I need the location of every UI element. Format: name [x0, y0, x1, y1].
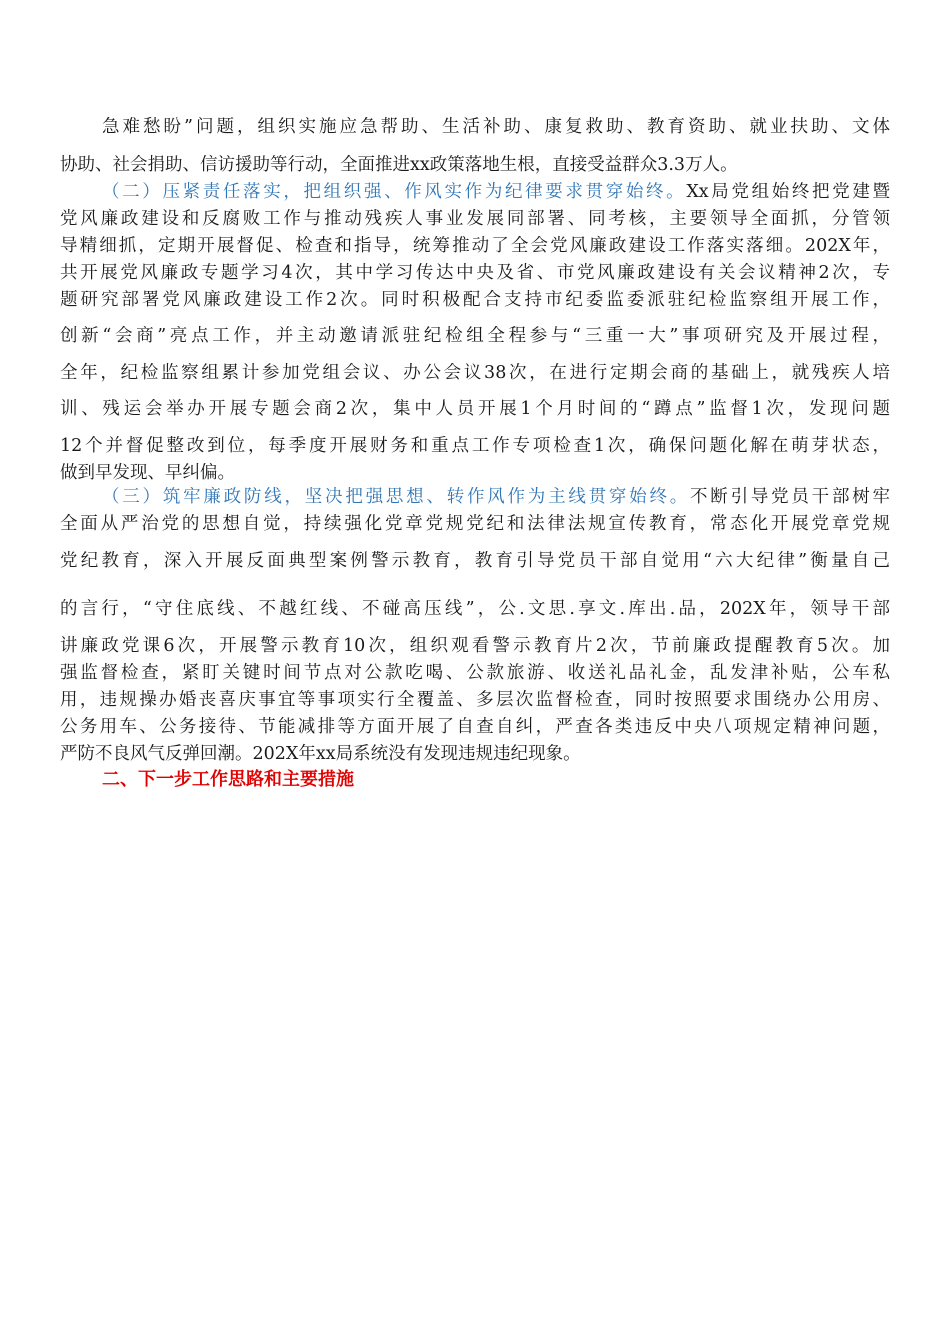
paragraph-line: 用，违规操办婚丧喜庆事宜等事项实行全覆盖、多层次监督检查，同时按照要求围绕办公用房、 [60, 690, 890, 710]
paragraph-line: 党纪教育，深入开展反面典型案例警示教育，教育引导党员干部自觉用“六大纪律”衡量自己 [60, 551, 890, 571]
paragraph-line: 全面从严治党的思想自觉，持续强化党章党规党纪和法律法规宣传教育，常态化开展党章党规 [60, 514, 890, 534]
paragraph-line: 12个并督促整改到位，每季度开展财务和重点工作专项检查1次，确保问题化解在萌芽状态， [60, 436, 890, 456]
paragraph-line: 公务用车、公务接待、节能减排等方面开展了自查自纠，严查各类违反中央八项规定精神问题， [60, 717, 890, 737]
paragraph-line: 讲廉政党课6次，开展警示教育10次，组织观看警示教育片2次，节前廉政提醒教育5次。加 [60, 636, 890, 656]
paragraph-line: 训、残运会举办开展专题会商2次，集中人员开展1个月时间的“蹲点”监督1次，发现问题 [60, 399, 890, 419]
paragraph-text: Xx局党组始终把党建暨 [686, 182, 890, 202]
section-heading-2: （二）压紧责任落实，把组织强、作风实作为纪律要求贯穿始终。 [102, 182, 687, 202]
section-title: 二、下一步工作思路和主要措施 [102, 769, 354, 790]
paragraph-line: 共开展党风廉政专题学习4次，其中学习传达中央及省、市党风廉政建设有关会议精神2次，专 [60, 263, 890, 283]
paragraph-line: 协助、社会捐助、信访援助等行动，全面推进xx政策落地生根，直接受益群众3.3万人。 [60, 155, 738, 175]
paragraph-line: 全年，纪检监察组累计参加党组会议、办公会议38次，在进行定期会商的基础上，就残疾人培 [60, 363, 890, 383]
paragraph-line: 创新“会商”亮点工作，并主动邀请派驻纪检组全程参与“三重一大”事项研究及开展过程， [60, 326, 890, 346]
paragraph-line: 的言行，“守住底线、不越红线、不碰高压线”，公.文思.享文.库出.品，202X年，领导干部 [60, 599, 890, 619]
paragraph-line: 严防不良风气反弹回潮。202X年xx局系统没有发现违规违纪现象。 [60, 744, 581, 764]
paragraph-line: 急难愁盼”问题，组织实施应急帮助、生活补助、康复救助、教育资助、就业扶助、文体 [102, 117, 890, 137]
paragraph-text: 不断引导党员干部树牢 [690, 487, 891, 507]
paragraph-line: 题研究部署党风廉政建设工作2次。同时积极配合支持市纪委监委派驻纪检监察组开展工作， [60, 290, 890, 310]
paragraph-line: 强监督检查，紧盯关键时间节点对公款吃喝、公款旅游、收送礼品礼金，乱发津补贴，公车私 [60, 663, 890, 683]
section-heading-line [102, 180, 890, 204]
paragraph-line: 党风廉政建设和反腐败工作与推动残疾人事业发展同部署、同考核，主要领导全面抓，分管领 [60, 209, 890, 229]
section-heading-3: （三）筑牢廉政防线，坚决把强思想、转作风作为主线贯穿始终。 [102, 487, 691, 507]
paragraph-line: 做到早发现、早纠偏。 [60, 463, 235, 483]
paragraph-line: 导精细抓，定期开展督促、检查和指导，统筹推动了全会党风廉政建设工作落实落细。202X年， [60, 236, 890, 256]
section-heading-line [102, 485, 890, 509]
